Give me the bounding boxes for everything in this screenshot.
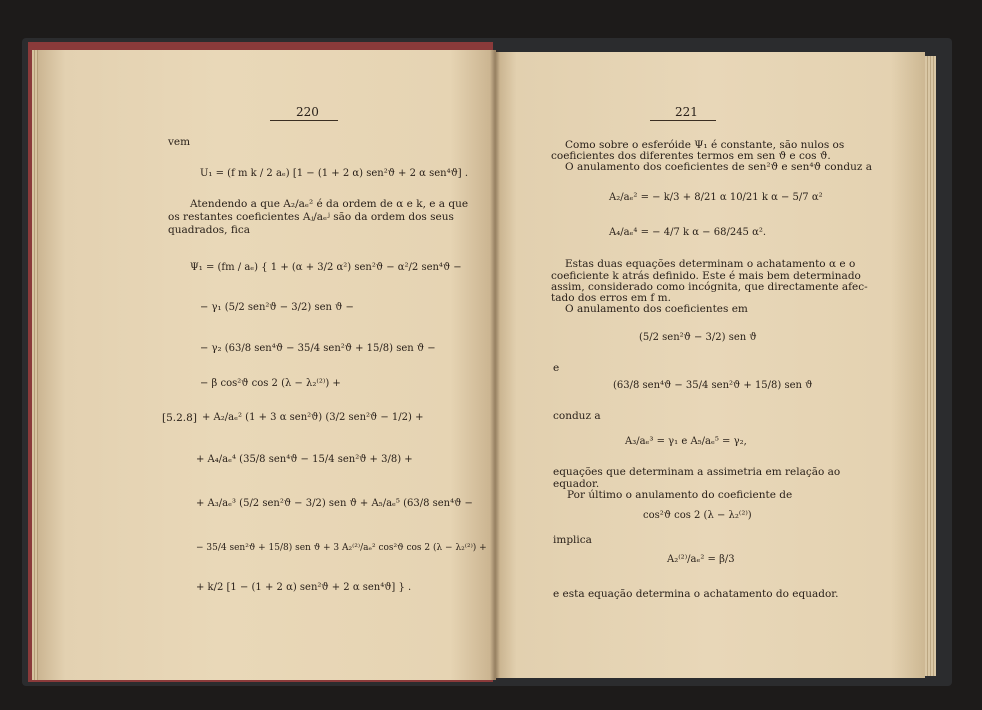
equation-line: cos²ϑ cos 2 (λ − λ₂⁽²⁾) [643, 510, 752, 521]
equation-line: A₂⁽²⁾/aₑ² = β/3 [667, 554, 735, 565]
equation-line: (63/8 sen⁴ϑ − 35/4 sen²ϑ + 15/8) sen ϑ [613, 380, 813, 391]
text-line: assim, considerado como incógnita, que directamente afec- [551, 281, 868, 293]
text-line: vem [168, 136, 191, 148]
equation-line: A₂/aₑ² = − k/3 + 8/21 α 10/21 k α − 5/7 α² [609, 192, 823, 203]
text-line: os restantes coeficientes Aⱼ/aₑʲ são da ordem dos seus [168, 211, 454, 223]
equation-line: + A₂/aₑ² (1 + 3 α sen²ϑ) (3/2 sen²ϑ − 1/2) + [202, 412, 424, 423]
right-page [495, 52, 925, 678]
text-line: O anulamento dos coeficientes de sen²ϑ e sen⁴ϑ conduz a [565, 161, 872, 173]
text-line: coeficiente k atrás definido. Este é mais bem determinado [551, 270, 861, 282]
equation-line: + A₄/aₑ⁴ (35/8 sen⁴ϑ − 15/4 sen²ϑ + 3/8) + [196, 454, 413, 465]
book-gutter [490, 50, 500, 680]
text-line: Estas duas equações determinam o achatamento α e o [565, 258, 856, 270]
text-line: e [553, 362, 560, 374]
text-line: Por último o anulamento do coeficiente de [567, 489, 793, 501]
equation-label: [5.2.8] [162, 412, 197, 424]
text-line: e esta equação determina o achatamento do equador. [553, 588, 839, 600]
equation-line: − γ₁ (5/2 sen²ϑ − 3/2) sen ϑ − [200, 302, 354, 313]
equation-line: − β cos²ϑ cos 2 (λ − λ₂⁽²⁾) + [200, 378, 341, 389]
equation-u1: U₁ = (f m k / 2 aₑ) [1 − (1 + 2 α) sen²ϑ + 2 α sen⁴ϑ] . [200, 168, 468, 179]
equation-line: + k/2 [1 − (1 + 2 α) sen²ϑ + 2 α sen⁴ϑ] } . [196, 582, 412, 593]
equation-line: A₄/aₑ⁴ = − 4/7 k α − 68/245 α². [609, 227, 767, 238]
text-line: quadrados, fica [168, 224, 250, 236]
equation-line: A₃/aₑ³ = γ₁ e A₅/aₑ⁵ = γ₂, [625, 436, 747, 447]
page-number: 220 [296, 105, 319, 119]
header-rule [270, 120, 338, 121]
page-number: 221 [675, 105, 698, 119]
text-line: equador. [553, 478, 600, 490]
left-page [38, 50, 496, 680]
equation-line: (5/2 sen²ϑ − 3/2) sen ϑ [639, 332, 757, 343]
text-line: Como sobre o esferóide Ψ₁ é constante, são nulos os [565, 139, 845, 151]
equation-line: − 35/4 sen²ϑ + 15/8) sen ϑ + 3 A₂⁽²⁾/aₑ² cos²ϑ cos 2 (λ − λ₂⁽²⁾) + [196, 543, 487, 553]
text-line: tado dos erros em f m. [551, 292, 671, 304]
text-line: implica [553, 534, 592, 546]
equation-line: − γ₂ (63/8 sen⁴ϑ − 35/4 sen²ϑ + 15/8) sen ϑ − [200, 343, 436, 354]
text-line: coeficientes dos diferentes termos em sen ϑ e cos ϑ. [551, 150, 831, 162]
equation-line: + A₃/aₑ³ (5/2 sen²ϑ − 3/2) sen ϑ + A₅/aₑ⁵ (63/8 sen⁴ϑ − [196, 498, 473, 509]
text-line: Atendendo a que A₂/aₑ² é da ordem de α e k, e a que [190, 198, 469, 210]
text-line: O anulamento dos coeficientes em [565, 303, 748, 315]
text-line: equações que determinam a assimetria em relação ao [553, 466, 841, 478]
header-rule [650, 120, 716, 121]
text-line: conduz a [553, 410, 601, 422]
equation-psi1: Ψ₁ = (fm / aₑ) { 1 + (α + 3/2 α²) sen²ϑ − α²/2 sen⁴ϑ − [190, 262, 462, 273]
